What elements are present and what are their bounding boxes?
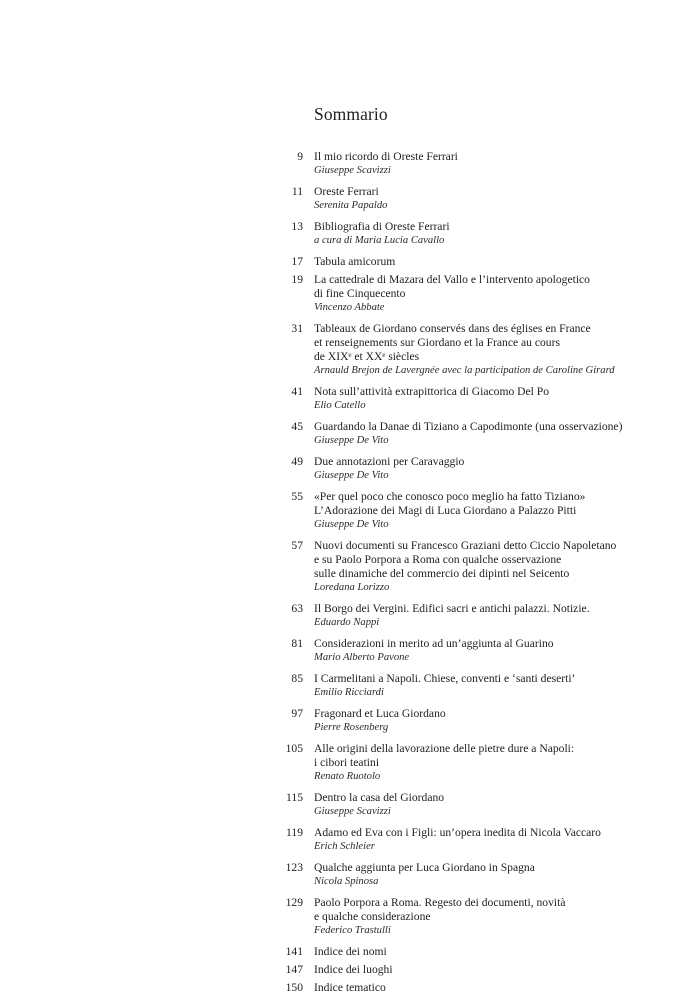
toc-entry-author: Vincenzo Abbate <box>314 302 385 313</box>
toc-entry-author: Federico Trastulli <box>314 925 391 936</box>
toc-entry-author: Nicola Spinosa <box>314 876 379 887</box>
toc-page-number: 17 <box>291 255 303 268</box>
toc-entry-author: Giuseppe De Vito <box>314 435 389 446</box>
toc-page-number: 9 <box>297 150 303 163</box>
toc-page-number: 115 <box>286 791 303 804</box>
toc-entry-author: Eduardo Nappi <box>314 617 380 628</box>
toc-entry <box>270 672 680 700</box>
toc-entry <box>270 420 680 448</box>
toc-page-number: 123 <box>285 861 303 874</box>
toc-entry-text <box>314 273 680 315</box>
toc-entry-title-line: Adamo ed Eva con i Figli: un’opera inedita di Nicola Vaccaro <box>314 826 601 839</box>
toc-entry-title-line: de XIXᵉ et XXᵉ siècles <box>314 350 420 363</box>
toc-entry-author: Giuseppe Scavizzi <box>314 165 391 176</box>
toc-entry <box>270 791 680 819</box>
toc-entry-author: Erich Schleier <box>314 841 375 852</box>
toc-entry <box>270 602 680 630</box>
toc-page-number: 150 <box>285 981 303 994</box>
toc-entry <box>270 707 680 735</box>
page-title: Sommario <box>314 104 388 124</box>
toc-entry-text <box>314 150 680 178</box>
toc-entry-author: Giuseppe De Vito <box>314 470 389 481</box>
toc-entry <box>270 742 680 784</box>
toc-entry-text <box>314 490 680 532</box>
toc-entry-text <box>314 539 680 595</box>
toc-page-number: 19 <box>291 273 303 286</box>
toc-entry-title-line: Nuovi documenti su Francesco Graziani detto Ciccio Napoletano <box>314 539 617 552</box>
toc-entry-text <box>314 637 680 665</box>
toc-entry-title-line: Indice tematico <box>314 981 386 994</box>
toc-entry <box>270 637 680 665</box>
toc-entry <box>270 981 680 995</box>
toc-entry <box>270 322 680 378</box>
toc-entry-text <box>314 861 680 889</box>
toc-entry-text <box>314 255 680 269</box>
toc-entry-title-line: Guardando la Danae di Tiziano a Capodimonte (una osservazione) <box>314 420 623 433</box>
toc-entry-title-line: Alle origini della lavorazione delle pietre dure a Napoli: <box>314 742 575 755</box>
toc-entry-title-line: Due annotazioni per Caravaggio <box>314 455 465 468</box>
toc-entry-author: Elio Catello <box>314 400 366 411</box>
toc-entry-author: a cura di Maria Lucia Cavallo <box>314 235 445 246</box>
toc-entry-text <box>314 420 680 448</box>
toc-entry-text <box>314 963 680 977</box>
toc-entry-title-line: Qualche aggiunta per Luca Giordano in Spagna <box>314 861 535 874</box>
toc-page-number: 41 <box>291 385 303 398</box>
toc-entry-title-line: «Per quel poco che conosco poco meglio ha fatto Tiziano» <box>314 490 586 503</box>
toc-page-number: 55 <box>291 490 303 503</box>
toc-entry-author: Pierre Rosenberg <box>314 722 389 733</box>
toc-entry <box>270 539 680 595</box>
toc-entry-text <box>314 455 680 483</box>
toc-entry-text <box>314 826 680 854</box>
toc-entry-text <box>314 707 680 735</box>
toc-entry-title-line: Oreste Ferrari <box>314 185 379 198</box>
toc-entry-title-line: La cattedrale di Mazara del Vallo e l’intervento apologetico <box>314 273 590 286</box>
toc-entry-text <box>314 791 680 819</box>
toc-entry <box>270 255 680 269</box>
toc-entry <box>270 385 680 413</box>
toc-entry-author: Mario Alberto Pavone <box>314 652 410 663</box>
toc-entry-title-line: Considerazioni in merito ad un’aggiunta al Guarino <box>314 637 554 650</box>
toc-entry-title-line: L’Adorazione dei Magi di Luca Giordano a Palazzo Pitti <box>314 504 577 517</box>
toc-entry-title-line: sulle dinamiche del commercio dei dipinti nel Seicento <box>314 567 570 580</box>
toc-entry-author: Loredana Lorizzo <box>314 582 390 593</box>
toc-entry <box>270 861 680 889</box>
toc-entry-title-line: Tableaux de Giordano conservés dans des églises en France <box>314 322 591 335</box>
toc-page-number: 105 <box>285 742 303 755</box>
toc-entry-author: Arnauld Brejon de Lavergnée avec la participation de Caroline Girard <box>314 365 615 376</box>
toc-entry-title-line: Indice dei luoghi <box>314 963 393 976</box>
toc-entry-text <box>314 896 680 938</box>
toc-entry-title-line: e qualche considerazione <box>314 910 431 923</box>
toc-entry-author: Giuseppe Scavizzi <box>314 806 391 817</box>
toc-entry-title-line: e su Paolo Porpora a Roma con qualche osservazione <box>314 553 562 566</box>
toc-page-number: 63 <box>291 602 303 615</box>
toc-entry-text <box>314 322 680 378</box>
toc-entry-text <box>314 981 680 995</box>
toc-entry-title-line: Paolo Porpora a Roma. Regesto dei documenti, novità <box>314 896 566 909</box>
toc-entry <box>270 945 680 959</box>
toc-entry-title-line: Bibliografia di Oreste Ferrari <box>314 220 450 233</box>
toc-entry-text <box>314 672 680 700</box>
toc-entry <box>270 455 680 483</box>
toc-page-number: 57 <box>291 539 303 552</box>
toc-page-number: 129 <box>285 896 303 909</box>
toc-entry <box>270 220 680 248</box>
toc-page-number: 147 <box>285 963 303 976</box>
toc-entry-title-line: Dentro la casa del Giordano <box>314 791 445 804</box>
toc-entry-title-line: Indice dei nomi <box>314 945 387 958</box>
toc-page-number: 81 <box>291 637 303 650</box>
toc-entry-title-line: i cibori teatini <box>314 756 380 769</box>
toc-entry-text <box>314 602 680 630</box>
toc-entry-title-line: Fragonard et Luca Giordano <box>314 707 446 720</box>
toc-entry-title-line: I Carmelitani a Napoli. Chiese, conventi e ‘santi deserti’ <box>314 672 576 685</box>
toc-page-number: 11 <box>291 185 303 198</box>
toc-entry-author: Serenita Papaldo <box>314 200 388 211</box>
toc-page-number: 97 <box>291 707 303 720</box>
toc-entry-author: Emilio Ricciardi <box>314 687 384 698</box>
toc-entry <box>270 490 680 532</box>
toc-entry-title-line: et renseignements sur Giordano et la France au cours <box>314 336 560 349</box>
toc-entry-text <box>314 945 680 959</box>
toc-entry-title-line: Tabula amicorum <box>314 255 396 268</box>
toc-entry-title-line: Il Borgo dei Vergini. Edifici sacri e antichi palazzi. Notizie. <box>314 602 590 615</box>
toc-page-number: 13 <box>291 220 303 233</box>
toc-entry-text <box>314 385 680 413</box>
toc-entry-title-line: Nota sull’attività extrapittorica di Giacomo Del Po <box>314 385 550 398</box>
toc-page-number: 49 <box>291 455 303 468</box>
toc-entry <box>270 896 680 938</box>
table-of-contents <box>270 150 680 999</box>
toc-entry-text <box>314 220 680 248</box>
toc-entry-text <box>314 742 680 784</box>
toc-entry <box>270 185 680 213</box>
toc-entry-author: Giuseppe De Vito <box>314 519 389 530</box>
toc-entry <box>270 273 680 315</box>
toc-page-number: 45 <box>291 420 303 433</box>
toc-entry <box>270 150 680 178</box>
toc-page-number: 85 <box>291 672 303 685</box>
toc-entry <box>270 963 680 977</box>
toc-entry-title-line: Il mio ricordo di Oreste Ferrari <box>314 150 458 163</box>
toc-entry-text <box>314 185 680 213</box>
toc-page-number: 31 <box>291 322 303 335</box>
toc-entry-author: Renato Ruotolo <box>314 771 381 782</box>
toc-page-number: 141 <box>285 945 303 958</box>
toc-page-number: 119 <box>286 826 303 839</box>
toc-entry <box>270 826 680 854</box>
toc-entry-title-line: di fine Cinquecento <box>314 287 406 300</box>
